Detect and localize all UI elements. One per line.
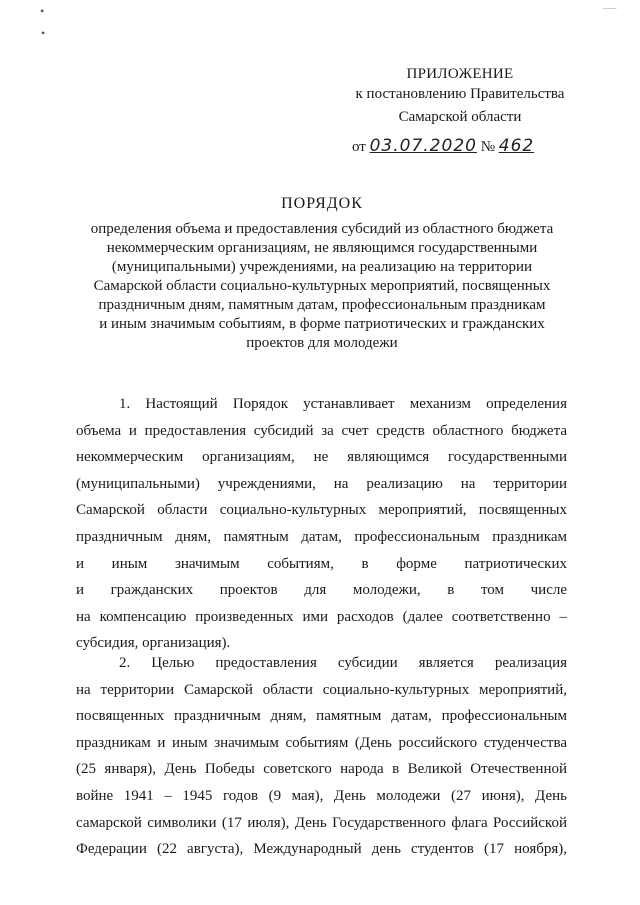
paragraph-line: самарской символики (17 июля), День Государственного флага Российской [76,814,567,831]
paragraph-line: посвященных праздничным дням, памятным датам, профессиональным [76,708,567,725]
paragraph-line: субсидия, организация). [76,635,231,652]
subtitle-line: (муниципальными) учреждениями, на реализацию на территории [111,259,533,275]
paragraph-line: Самарской области социально-культурных мероприятий, посвященных [76,502,567,519]
handwritten-date: 03.07.2020 [369,136,477,156]
paragraph-line: войне 1941 – 1945 годов (9 мая), День молодежи (27 июня), День [76,787,567,804]
paragraph-line: и гражданских проектов для молодежи, в том числе [76,582,567,599]
number-prefix: № [480,139,496,155]
appendix-resolution-line: к постановлению Правительства [355,86,565,102]
paragraph-line: и иным значимым событиям, в форме патриотических [76,555,567,572]
appendix-region-line: Самарской области [398,109,522,125]
paragraph-1 [76,391,567,657]
date-prefix: от [352,139,366,155]
document-title: ПОРЯДОК [281,195,363,212]
margin-mark: • [41,26,46,40]
handwritten-number: 462 [498,136,535,156]
subtitle-line: Самарской области социально-культурных мероприятий, посвященных [93,278,551,294]
paragraph-line: объема и предоставления субсидий за счет средств областного бюджета [76,422,567,439]
paragraph-line: (муниципальными) учреждениями, на реализацию на территории [76,475,567,492]
paragraph-line: (25 января), День Победы советского народа в Великой Отечественной [76,761,567,778]
subtitle-line: проектов для молодежи [246,335,398,351]
paragraph-line: праздникам и иным значимым событиям (День российского студенчества [76,734,567,751]
paragraph-line: праздничным дням, памятным датам, профессиональным праздникам [76,528,567,545]
corner-mark: ___ [603,0,617,10]
document-subtitle [72,220,572,353]
subtitle-line: некоммерческим организациям, не являющимся государственными [106,240,538,256]
paragraph-line: на компенсацию произведенных ими расходов (далее соответственно – [76,608,567,625]
appendix-date-number [352,136,580,158]
paragraph-line: 1. Настоящий Порядок устанавливает механизм определения [119,396,567,412]
margin-mark: • [40,4,45,18]
paragraph-line: 2. Целью предоставления субсидии является реализация [119,655,567,671]
paragraph-2 [76,650,567,863]
subtitle-line: определения объема и предоставления субсидий из областного бюджета [90,221,554,237]
paragraph-line: некоммерческим организациям, не являющимся государственными [76,449,567,466]
subtitle-line: и иным значимым событиям, в форме патриотических и гражданских [99,316,545,332]
paragraph-line: Федерации (22 августа), Международный день студентов (17 ноября), [76,841,567,858]
appendix-title: ПРИЛОЖЕНИЕ [406,66,514,82]
subtitle-line: праздничным дням, памятным датам, профессиональным праздникам [98,297,546,313]
paragraph-line: на территории Самарской области социально-культурных мероприятий, [76,681,567,698]
